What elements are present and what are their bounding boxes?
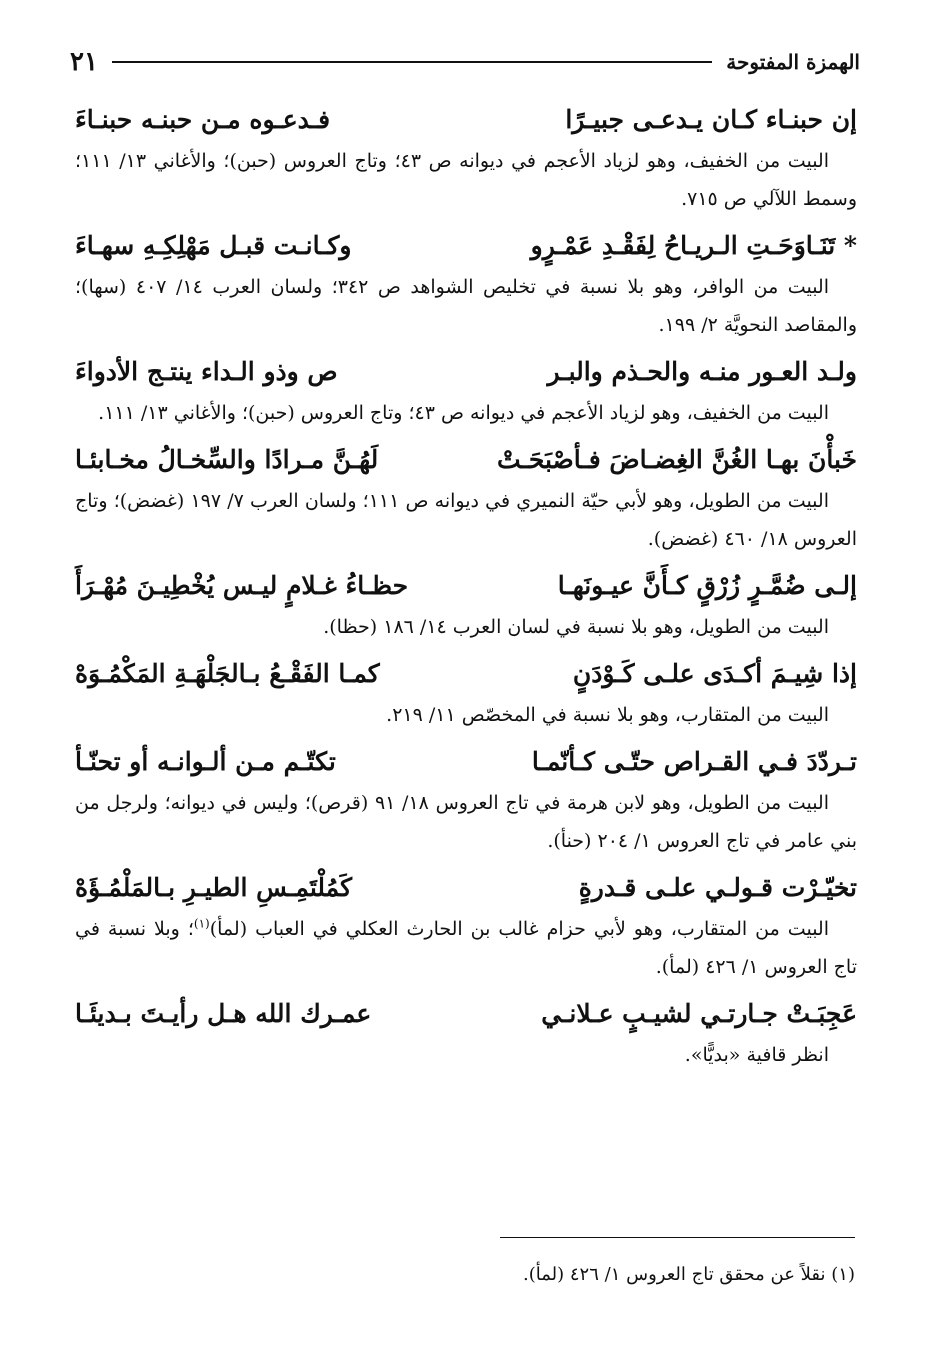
verse-line [75, 350, 857, 394]
verse-entry [75, 740, 857, 860]
verse-line [75, 224, 857, 268]
page-number: ٢١ [70, 47, 98, 77]
first-hemistich: * تَنَـاوَحَـتِ الـريـاحُ لِفَقْـدِ عَمْـرٍو [530, 231, 857, 260]
second-hemistich: فـدعـوه مـن حبنـه حبنـاءَ [75, 105, 331, 134]
commentary-text: البيت من المتقارب، وهو لأبي حزام غالب بن الحارث العكلي في العباب (لمأ) [209, 918, 829, 940]
second-hemistich: كَمُلْتَمِـسِ الطيـرِ بـالمَلْمُـؤَهْ [75, 873, 353, 902]
verse-entries [75, 98, 857, 1080]
second-hemistich: كمـا الفَقْـعُ بـالجَلْهَـةِ المَكْمُـوَهْ [75, 659, 380, 688]
footnote-reference[interactable]: (١) [193, 916, 210, 931]
verse-commentary [75, 910, 857, 986]
verse-entry [75, 866, 857, 986]
verse-entry [75, 438, 857, 558]
first-hemistich: إن حبنـاء كـان يـدعـى جبيـرًا [565, 105, 857, 134]
verse-entry [75, 652, 857, 734]
second-hemistich: حظـاءُ غـلامٍ ليـس يُخْطِيـنَ مُهْـرَأَ [75, 571, 409, 600]
verse-entry [75, 98, 857, 218]
verse-line [75, 992, 857, 1036]
verse-entry [75, 992, 857, 1074]
header-divider [112, 61, 712, 63]
verse-commentary: البيت من الطويل، وهو لأبي حيّة النميري في ديوانه ص ١١١؛ ولسان العرب ٧/ ١٩٧ (غضض)؛ وتاج العروس ١٨/ ٤٦٠ (غضض). [75, 490, 857, 550]
second-hemistich: عمـرك الله هـل رأيـتَ بـديئَـا [75, 999, 372, 1028]
verse-commentary: البيت من الخفيف، وهو لزياد الأعجم في ديوانه ص ٤٣؛ وتاج العروس (حبن)؛ والأغاني ١٣/ ١١١. [98, 402, 829, 424]
second-hemistich: لَهُـنَّ مـرادًا والسِّخـالُ مخـابئـا [75, 445, 379, 474]
verse-entry [75, 350, 857, 432]
commentary-text: ؛ وبلا نسبة في تاج العروس ١/ ٤٢٦ (لمأ). [75, 918, 857, 978]
first-hemistich: خَبأْنَ بهـا الغُنَّ الغِضـاضَ فـأصْبَحَـتْ [496, 445, 857, 474]
first-hemistich: إلـى ضُمَّـرٍ زُرْقٍ كـأَنَّ عيـونَهـا [557, 571, 857, 600]
first-hemistich: إذا شِيـمَ أكـدَى علـى كَـوْدَنٍ [572, 659, 857, 688]
second-hemistich: ص وذو الـداء ينتـج الأدواءَ [75, 357, 338, 386]
verse-entry [75, 564, 857, 646]
verse-line [75, 98, 857, 142]
first-hemistich: عَجِبَـتْ جـارتـي لشيـبٍ عـلانـي [541, 999, 857, 1028]
verse-entry [75, 224, 857, 344]
footnote-divider [500, 1237, 855, 1238]
verse-commentary: البيت من الخفيف، وهو لزياد الأعجم في ديوانه ص ٤٣؛ وتاج العروس (حبن)؛ والأغاني ١٣/ ١١١؛ وسمط اللآلي ص ٧١٥. [75, 150, 857, 210]
verse-line [75, 564, 857, 608]
running-header [70, 42, 860, 82]
verse-commentary: انظر قافية «بديًّا». [684, 1044, 829, 1066]
verse-line [75, 740, 857, 784]
verse-commentary: البيت من الوافر، وهو بلا نسبة في تخليص الشواهد ص ٣٤٢؛ ولسان العرب ١٤/ ٤٠٧ (سها)؛ والمقاصد النحويَّة ٢/ ١٩٩. [75, 276, 857, 336]
footnote: (١) نقلاً عن محقق تاج العروس ١/ ٤٢٦ (لمأ). [523, 1264, 855, 1285]
verse-line [75, 866, 857, 910]
verse-commentary: البيت من الطويل، وهو بلا نسبة في لسان العرب ١٤/ ١٨٦ (حظا). [323, 616, 829, 638]
second-hemistich: تكتّـم مـن ألـوانـه أو تحنّـأ [75, 747, 336, 776]
first-hemistich: تخيّـرْت قـولـي علـى قـدرةٍ [578, 873, 857, 902]
second-hemistich: وكـانـت قبـل مَهْلِكِـهِ سهـاءَ [75, 231, 352, 260]
first-hemistich: تـردّدَ فـي القـراص حتّـى كـأنّمـا [531, 747, 857, 776]
verse-line [75, 438, 857, 482]
chapter-title: الهمزة المفتوحة [726, 50, 860, 74]
verse-line [75, 652, 857, 696]
verse-commentary: البيت من المتقارب، وهو بلا نسبة في المخصّص ١١/ ٢١٩. [386, 704, 829, 726]
verse-commentary: البيت من الطويل، وهو لابن هرمة في تاج العروس ١٨/ ٩١ (قرص)؛ وليس في ديوانه؛ ولرجل من بني عامر في تاج العروس ١/ ٢٠٤ (حنأ). [75, 792, 857, 852]
first-hemistich: ولـد العـور منـه والحـذم والبـر [547, 357, 857, 386]
